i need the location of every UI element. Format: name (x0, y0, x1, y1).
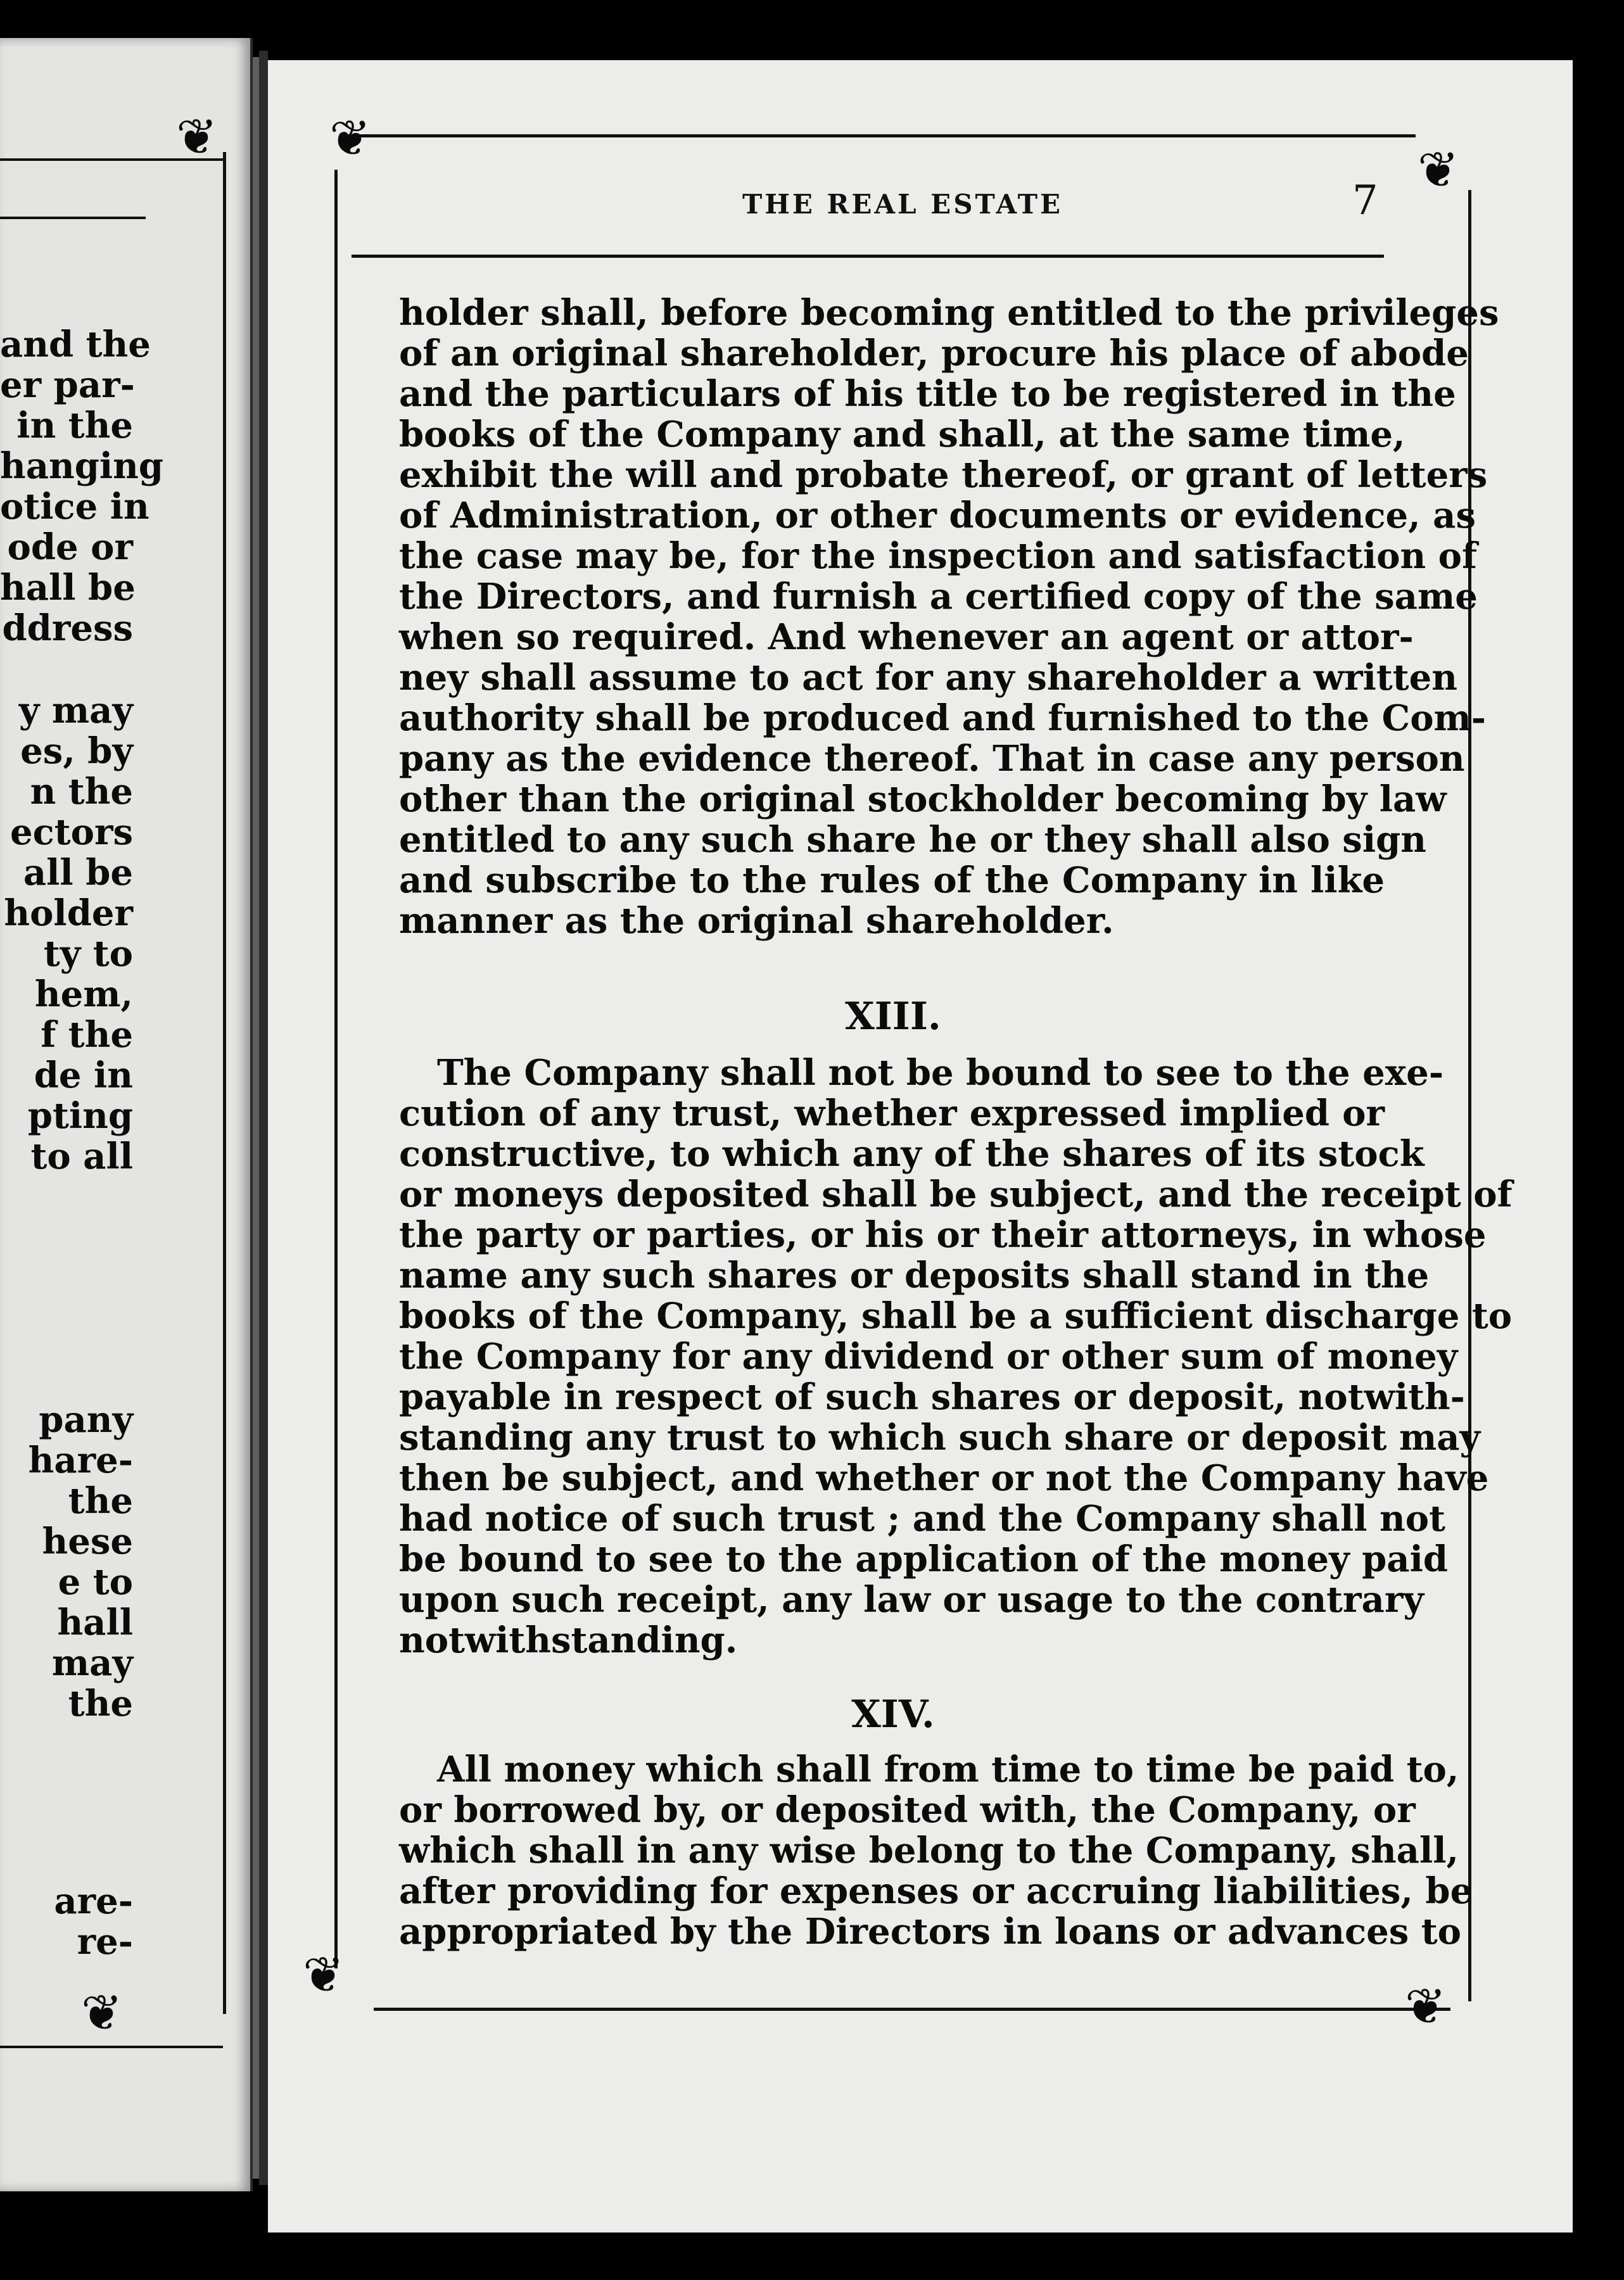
text-line: manner as the original shareholder. (399, 900, 1114, 942)
left-line: er par- (0, 364, 135, 406)
text-line: ney shall assume to act for any shareholder a written (399, 657, 1457, 699)
text-line: the Directors, and furnish a certified copy of the same (399, 576, 1478, 618)
text-line: and subscribe to the rules of the Company in like (399, 859, 1385, 901)
text-line: other than the original stockholder becoming by law (399, 778, 1447, 820)
left-line: to all (30, 1136, 133, 1177)
ornament-icon: ❦ (1418, 142, 1459, 199)
left-page-text-block-1 (0, 324, 164, 649)
text-line: had notice of such trust ; and the Company shall not (399, 1498, 1445, 1540)
left-line: hare- (28, 1440, 133, 1481)
text-line: cution of any trust, whether expressed implied or (399, 1092, 1385, 1134)
running-head-rule (352, 255, 1384, 258)
ornament-icon: ❦ (81, 1985, 123, 2042)
left-line: ty to (43, 933, 133, 975)
paragraph-section-xiii (399, 1052, 1513, 1661)
text-line: of an original shareholder, procure his place of abode (399, 332, 1469, 374)
left-line: holder (4, 892, 133, 934)
text-line: authority shall be produced and furnished to the Com- (399, 697, 1487, 739)
left-line: n the (30, 771, 133, 813)
left-line: hanging (0, 445, 164, 487)
text-line: when so required. And whenever an agent or attor- (399, 616, 1414, 658)
left-line: ddress (2, 607, 133, 649)
text-line: after providing for expenses or accruing liabilities, be (399, 1870, 1473, 1912)
left-line: the (68, 1683, 133, 1725)
left-page-text-block-2 (0, 690, 133, 1177)
text-line: and the particulars of his title to be registered in the (399, 373, 1456, 415)
left-line: ectors (10, 811, 133, 853)
left-page-bottom-rule (0, 2046, 223, 2048)
left-line: may (51, 1642, 133, 1684)
left-line: ode or (7, 526, 133, 568)
left-line: pting (27, 1095, 133, 1137)
section-number-xiii: XIII. (845, 994, 941, 1039)
paragraph-continuation (399, 292, 1499, 942)
text-line: The Company shall not be bound to see to the exe- (437, 1052, 1444, 1094)
text-line: or borrowed by, or deposited with, the Company, or (399, 1789, 1416, 1831)
text-line: standing any trust to which such share or deposit may (399, 1417, 1481, 1459)
left-line: all be (23, 852, 133, 894)
left-line: e to (58, 1561, 133, 1603)
text-line: be bound to see to the application of the money paid (399, 1538, 1449, 1580)
text-line: books of the Company and shall, at the same time, (399, 414, 1405, 455)
left-line: y may (18, 690, 133, 732)
text-line: the party or parties, or his or their attorneys, in whose (399, 1214, 1487, 1256)
text-line: appropriated by the Directors in loans or advances to (399, 1911, 1461, 1953)
text-line: of Administration, or other documents or evidence, as (399, 495, 1476, 536)
text-line: pany as the evidence thereof. That in case any person (399, 738, 1465, 780)
paragraph-section-xiv (399, 1749, 1473, 1953)
ornament-icon: ❦ (303, 1947, 345, 2004)
text-line: holder shall, before becoming entitled to the privileges (399, 292, 1499, 334)
left-line: hese (42, 1521, 133, 1562)
ornament-icon: ❦ (176, 109, 218, 166)
text-line: then be subject, and whether or not the Company have (399, 1457, 1489, 1499)
section-number-xiv: XIV. (851, 1692, 935, 1737)
text-line: payable in respect of such shares or deposit, notwith- (399, 1376, 1465, 1418)
left-line: es, by (20, 730, 133, 772)
ornament-icon: ❦ (329, 110, 371, 167)
page-number: 7 (1352, 177, 1378, 224)
left-line: the (68, 1480, 133, 1522)
text-line: the case may be, for the inspection and satisfaction of (399, 535, 1478, 577)
left-line: hem, (34, 973, 133, 1015)
left-line: in the (16, 405, 133, 446)
text-line: constructive, to which any of the shares of its stock (399, 1133, 1424, 1175)
text-line: name any such shares or deposits shall stand in the (399, 1255, 1430, 1296)
left-line: hall be (0, 567, 136, 609)
page-frame-bottom (374, 2008, 1450, 2011)
left-line: are- (54, 1880, 133, 1922)
text-line: exhibit the will and probate thereof, or grant of letters (399, 454, 1488, 496)
text-line: entitled to any such share he or they shall also sign (399, 819, 1426, 861)
left-line: and the (0, 324, 151, 365)
text-line: which shall in any wise belong to the Company, shall, (399, 1830, 1459, 1872)
text-line: All money which shall from time to time be paid to, (437, 1749, 1459, 1790)
left-line: hall (57, 1602, 133, 1644)
left-line: otice in (0, 486, 149, 528)
left-line: f the (41, 1014, 133, 1056)
left-line: de in (34, 1054, 133, 1096)
text-line: upon such receipt, any law or usage to the contrary (399, 1579, 1424, 1621)
book-gutter-shadow (259, 51, 268, 2185)
text-line: books of the Company, shall be a sufficient discharge to (399, 1295, 1513, 1337)
left-page-border-line (223, 152, 226, 2014)
running-head: THE REAL ESTATE (742, 189, 1063, 220)
page-frame-top (345, 134, 1416, 137)
page-frame-left (334, 170, 338, 1968)
book-gutter (253, 57, 259, 2179)
text-line: the Company for any dividend or other sum of money (399, 1336, 1458, 1378)
left-line: pany (39, 1399, 133, 1441)
ornament-icon: ❦ (1405, 1979, 1447, 2036)
left-line: re- (77, 1921, 133, 1963)
text-line: or moneys deposited shall be subject, and the receipt of (399, 1174, 1513, 1215)
left-page-text-block-3 (0, 1400, 133, 1724)
left-page-text-block-4 (0, 1881, 133, 1962)
left-page-head-rule (0, 217, 146, 219)
text-line: notwithstanding. (399, 1619, 738, 1661)
left-facing-page (0, 38, 253, 2191)
